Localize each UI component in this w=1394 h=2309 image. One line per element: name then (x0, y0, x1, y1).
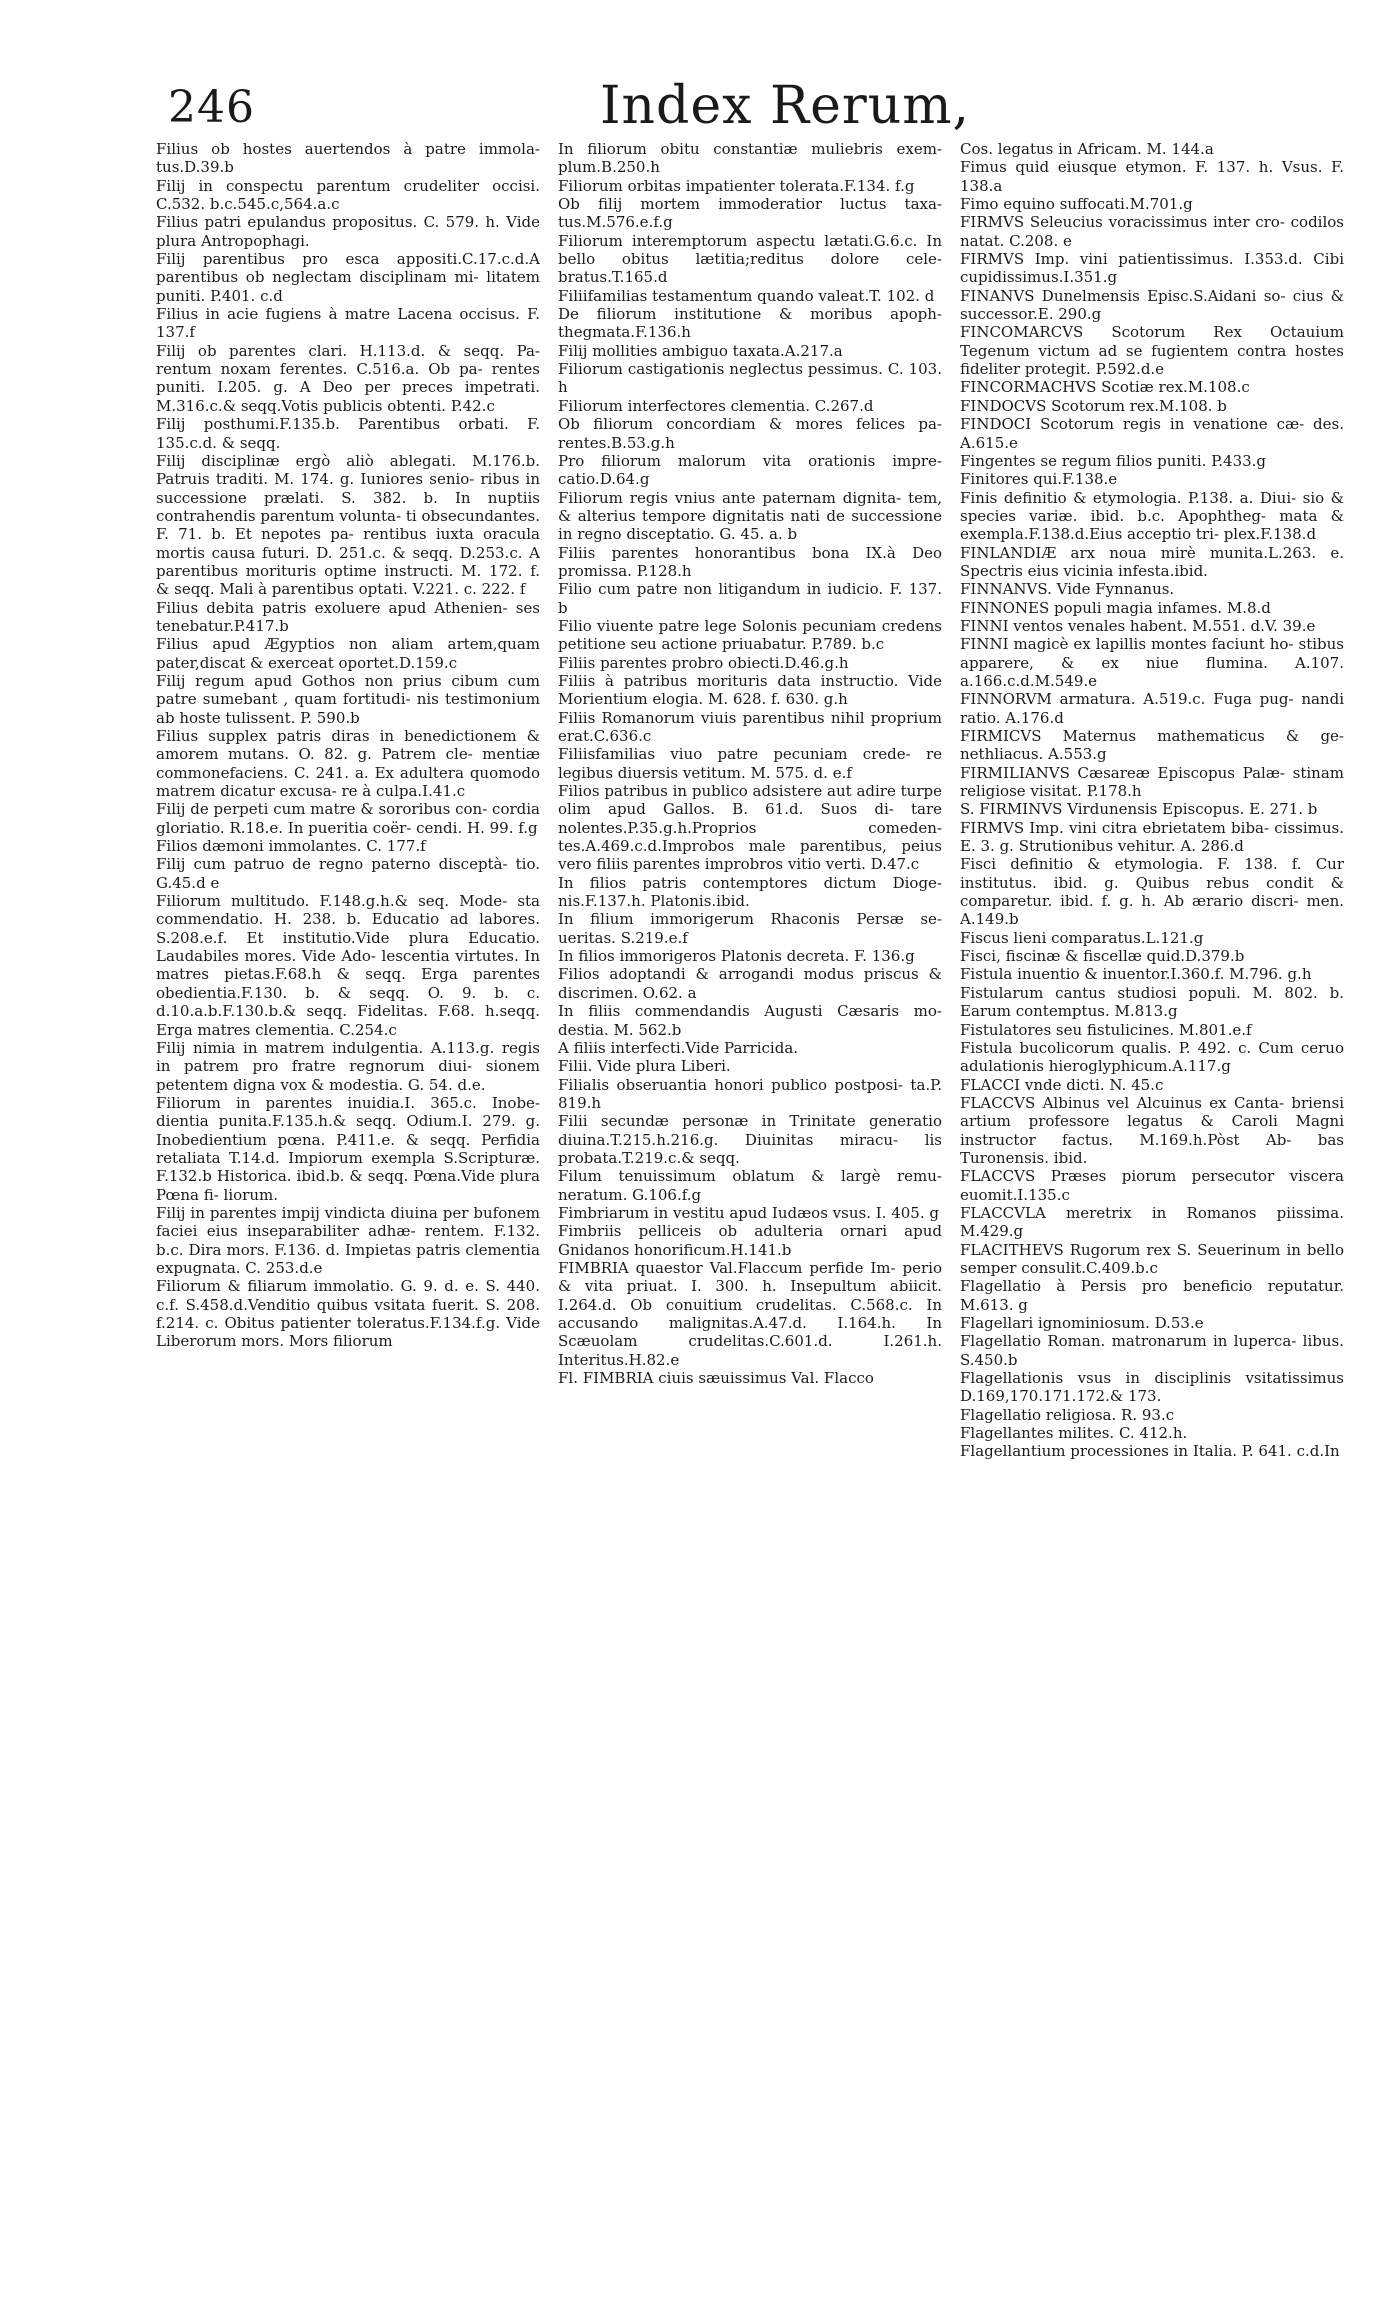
index-entry: Fisci definitio & etymologia. F. 138. f. Cur institutus. ibid. g. Quibus rebus condit & comparetur. ibid. f. g. h. Ab ærario discri- men. A.149.b (960, 855, 1344, 929)
index-entry: FLACCI vnde dicti. N. 45.c (960, 1075, 1164, 1094)
index-entry: Finitores qui.F.138.e (960, 470, 1118, 489)
index-entry: Filiis Romanorum viuis parentibus nihil proprium erat.C.636.c (558, 708, 942, 745)
index-entry: In filios patris contemptores dictum Dioge- nis.F.137.h. Platonis.ibid. (558, 873, 942, 911)
index-entry: Cos. legatus in Africam. M. 144.a (960, 140, 1214, 158)
index-columns (156, 140, 1344, 2260)
index-entry: FLACCVLA meretrix in Romanos piissima. M.429.g (960, 1203, 1344, 1241)
index-entry: Filij in parentes impij vindicta diuina per bufonem faciei eius inseparabiliter adhæ- rentem. F.132. b.c. Dira mors. F.136. d. Impietas patris clementia expugnata. C. 253.d.e (156, 1203, 540, 1277)
index-entry: Filiisfamilias viuo patre pecuniam crede- re legibus diuersis vetitum. M. 575. d. e.f (558, 745, 942, 782)
index-entry: FLACCVS Præses piorum persecutor viscera euomit.I.135.c (960, 1167, 1344, 1204)
index-entry: Filij parentibus pro esca appositi.C.17.c.d.A parentibus ob neglectam disciplinam mi- litatem puniti. P.401. c.d (156, 250, 540, 305)
index-entry: Filij mollities ambiguo taxata.A.217.a (558, 341, 843, 360)
index-entry: Filiorum interemptorum aspectu lætati.G.6.c. In bello obitus lætitia;reditus dolore cele- bratus.T.165.d (558, 231, 942, 287)
index-entry: Filij ob parentes clari. H.113.d. & seqq. Pa- rentum noxam ferentes. C.516.a. Ob pa- rentes puniti. I.205. g. A Deo per preces impetrati. M.316.c.& seqq.Votis publicis obtenti. P.42.c (156, 341, 540, 415)
index-entry: Filio cum patre non litigandum in iudicio. F. 137. b (558, 580, 942, 617)
index-entry: FIMBRIA quaestor Val.Flaccum perfide Im- perio & vita priuat. I. 300. h. Insepultum abiicit. I.264.d. Ob conuitium crudelitas. C.568.c. In accusando malignitas.A.47.d. I.164.h. In Scæuolam crudelitas.C.601.d. I.261.h. Interitus.H.82.e (558, 1258, 942, 1369)
index-entry: Filiis parentes honorantibus bona IX.à Deo promissa. P.128.h (558, 543, 942, 580)
index-entry: Filiorum in parentes inuidia.I. 365.c. Inobe- dientia punita.F.135.h.& seqq. Odium.I. 279. g. Inobedientium pœna. P.411.e. & seqq. Perfidia retaliata T.14.d. Impiorum exempla S.Scripturæ. F.132.b Historica. ibid.b. & seqq. Pœna.Vide plura Pœna fi- liorum. (156, 1093, 540, 1204)
index-entry: FINNANVS. Vide Fynnanus. (960, 580, 1175, 599)
index-entry: FIRMILIANVS Cæsareæ Episcopus Palæ- stinam religiose visitat. P.178.h (960, 763, 1344, 801)
index-entry: Filiorum & filiarum immolatio. G. 9. d. e. S. 440. c.f. S.458.d.Venditio quibus vsitata fuerit. S. 208. f.214. c. Obitus patienter toleratus.F.134.f.g. Vide Liberorum mors. Mors filiorum (156, 1277, 540, 1351)
index-entry: Filios dæmoni immolantes. C. 177.f (156, 837, 426, 856)
index-entry: S. FIRMINVS Virdunensis Episcopus. E. 271. b (960, 800, 1318, 819)
index-entry: Filij nimia in matrem indulgentia. A.113.g. regis in patrem pro fratre regnorum diui- sionem petentem digna vox & modestia. G. 54. d.e. (156, 1038, 540, 1094)
index-column-middle (558, 140, 942, 2260)
index-entry: Fistula inuentio & inuentor.I.360.f. M.796. g.h (960, 965, 1312, 984)
index-entry: FINNORVM armatura. A.519.c. Fuga pug- nandi ratio. A.176.d (960, 690, 1344, 727)
index-entry: Fingentes se regum filios puniti. P.433.g (960, 451, 1267, 470)
index-entry: Fisci, fiscinæ & fiscellæ quid.D.379.b (960, 947, 1245, 966)
index-entry: Filius supplex patris diras in benedictionem & amorem mutans. O. 82. g. Patrem cle- mentiæ commonefaciens. C. 241. a. Ex adultera quomodo matrem dicatur excusa- re à culpa.I.41.c (156, 727, 540, 801)
index-entry: FINNI magicè ex lapillis montes faciunt ho- stibus apparere, & ex niue flumina. A.107. a.166.c.d.M.549.e (960, 635, 1344, 690)
index-entry: Flagellantes milites. C. 412.h. (960, 1424, 1188, 1443)
index-entry: FINDOCI Scotorum regis in venatione cæ- des. A.615.e (960, 415, 1344, 452)
index-entry: De filiorum institutione & moribus apoph- thegmata.F.136.h (558, 305, 942, 342)
index-entry: Filios adoptandi & arrogandi modus priscus & discrimen. O.62. a (558, 965, 942, 1002)
index-entry: Fimbriarum in vestitu apud Iudæos vsus. I. 405. g (558, 1203, 939, 1222)
index-entry: Flagellatio à Persis pro beneficio reputatur. M.613. g (960, 1277, 1344, 1314)
index-entry: Fimo equino suffocati.M.701.g (960, 195, 1193, 214)
index-column-left (156, 140, 540, 2260)
index-entry: Filius in acie fugiens à matre Lacena occisus. F. 137.f (156, 305, 540, 342)
index-entry: Filij regum apud Gothos non prius cibum cum patre sumebant , quam fortitudi- nis testimonium ab hoste tulissent. P. 590.b (156, 671, 540, 727)
index-entry: Fimbriis pelliceis ob adulteria ornari apud Gnidanos honorificum.H.141.b (558, 1222, 942, 1259)
index-entry: Finis definitio & etymologia. P.138. a. Diui- sio & species variæ. ibid. b.c. Apophtheg- mata & exempla.F.138.d.Eius acceptio tri- plex.F.138.d (960, 488, 1344, 544)
index-entry: FINANVS Dunelmensis Episc.S.Aidani so- cius & successor.E. 290.g (960, 286, 1344, 324)
index-entry: FIRMVS Imp. vini citra ebrietatem biba- cissimus. E. 3. g. Strutionibus vehitur. A. 286.d (960, 818, 1344, 856)
index-entry: Filius patri epulandus propositus. C. 579. h. Vide plura Antropophagi. (156, 213, 540, 250)
index-entry: Pro filiorum malorum vita orationis impre- catio.D.64.g (558, 451, 942, 489)
index-entry: Flagellationis vsus in disciplinis vsitatissimus D.169,170.171.172.& 173. (960, 1369, 1344, 1406)
index-entry: Fl. FIMBRIA ciuis sæuissimus Val. Flacco (558, 1369, 874, 1388)
index-column-right (960, 140, 1344, 2260)
index-entry: Filij cum patruo de regno paterno disceptà- tio. G.45.d e (156, 855, 540, 892)
index-entry: Flagellari ignominiosum. D.53.e (960, 1314, 1204, 1332)
index-entry: In filium immorigerum Rhaconis Persæ se- ueritas. S.219.e.f (558, 910, 942, 947)
index-entry: In filiorum obitu constantiæ muliebris exem- plum.B.250.h (558, 140, 942, 177)
index-entry: Filii. Vide plura Liberi. (558, 1057, 731, 1076)
index-entry: Fimus quid eiusque etymon. F. 137. h. Vsus. F. 138.a (960, 158, 1344, 195)
index-entry: Filiorum castigationis neglectus pessimus. C. 103. h (558, 360, 942, 397)
index-entry: Filij in conspectu parentum crudeliter occisi. C.532. b.c.545.c,564.a.c (156, 176, 540, 214)
index-entry: Filiorum regis vnius ante paternam dignita- tem, & alterius tempore dignitatis nati de successione in regno disceptatio. G. 45. a. b (558, 488, 942, 544)
index-entry: In filios immorigeros Platonis decreta. F. 136.g (558, 947, 915, 966)
index-entry: Filialis obseruantia honori publico postposi- ta.P. 819.h (558, 1075, 942, 1112)
index-entry: Ob filiorum concordiam & mores felices pa- rentes.B.53.g.h (558, 415, 942, 452)
index-entry: Filiis parentes probro obiecti.D.46.g.h (558, 653, 849, 672)
index-entry: A filiis interfecti.Vide Parricida. (558, 1038, 799, 1057)
running-title: Index Rerum, (600, 76, 971, 136)
index-entry: Flagellatio Roman. matronarum in luperca- libus. S.450.b (960, 1332, 1344, 1369)
index-entry: Ob filij mortem immoderatior luctus taxa- tus.M.576.e.f.g (558, 195, 942, 232)
index-entry: Filio viuente patre lege Solonis pecuniam credens petitione seu actione priuabatur. P.789. b.c (558, 616, 942, 654)
index-entry: Filios patribus in publico adsistere aut adire turpe olim apud Gallos. B. 61.d. Suos di- tare nolentes.P.35.g.h.Proprios comeden- tes.A.469.c.d.Improbos male parentibus, peius vero filiis parentes improbros vitio verti. D.47.c (558, 782, 942, 874)
index-entry: FINNI ventos venales habent. M.551. d.V. 39.e (960, 616, 1316, 635)
index-entry: Filiifamilias testamentum quando valeat.T. 102. d (558, 286, 935, 305)
index-entry: FINNONES populi magia infames. M.8.d (960, 598, 1271, 617)
index-entry: FINCORMACHVS Scotiæ rex.M.108.c (960, 378, 1250, 397)
index-entry: Fistula bucolicorum qualis. P. 492. c. Cum ceruo adulationis hieroglyphicum.A.117.g (960, 1038, 1344, 1076)
index-entry: Filius apud Ægyptios non aliam artem,quam pater,discat & exerceat oportet.D.159.c (156, 635, 540, 672)
index-entry: Flagellantium processiones in Italia. P. 641. c.d.In (960, 1442, 1340, 1461)
index-entry: Filius debita patris exoluere apud Athenien- ses tenebatur.P.417.b (156, 598, 540, 635)
index-entry: FINDOCVS Scotorum rex.M.108. b (960, 396, 1227, 415)
page-number: 246 (168, 82, 255, 133)
index-entry: Filum tenuissimum oblatum & largè remu- neratum. G.106.f.g (558, 1167, 942, 1204)
index-entry: Filiorum interfectores clementia. C.267.d (558, 396, 874, 415)
index-entry: Filij de perpeti cum matre & sororibus con- cordia gloriatio. R.18.e. In pueritia coër- cendi. H. 99. f.g (156, 800, 540, 837)
index-entry: FLACITHEVS Rugorum rex S. Seuerinum in bello semper consulit.C.409.b.c (960, 1240, 1344, 1277)
index-entry: In filiis commendandis Augusti Cæsaris mo- destia. M. 562.b (558, 1002, 942, 1039)
index-entry: Fiscus lieni comparatus.L.121.g (960, 928, 1204, 947)
index-entry: Fistularum cantus studiosi populi. M. 802. b. Earum contemptus. M.813.g (960, 983, 1344, 1021)
index-entry: FINCOMARCVS Scotorum Rex Octauium Tegenum victum ad se fugientem contra hostes fideliter protegit. P.592.d.e (960, 323, 1344, 379)
index-entry: Filij posthumi.F.135.b. Parentibus orbati. F. 135.c.d. & seqq. (156, 415, 540, 452)
index-entry: FINLANDIÆ arx noua mirè munita.L.263. e. Spectris eius vicinia infesta.ibid. (960, 543, 1344, 580)
index-entry: Filii secundæ personæ in Trinitate generatio diuina.T.215.h.216.g. Diuinitas miracu- lis probata.T.219.c.& seqq. (558, 1112, 942, 1167)
index-entry: FIRMVS Imp. vini patientissimus. I.353.d. Cibi cupidissimus.I.351.g (960, 250, 1344, 287)
index-entry: Flagellatio religiosa. R. 93.c (960, 1405, 1175, 1424)
index-entry: Filiis à patribus morituris data instructio. Vide Morientium elogia. M. 628. f. 630. g.h (558, 671, 942, 709)
index-entry: Fistulatores seu fistulicines. M.801.e.f (960, 1020, 1252, 1039)
index-entry: FLACCVS Albinus vel Alcuinus ex Canta- briensi artium professore legatus & Caroli Magni instructor factus. M.169.h.Pòst Ab- bas Turonensis. ibid. (960, 1093, 1344, 1167)
index-entry: Filiorum orbitas impatienter tolerata.F.134. f.g (558, 176, 915, 195)
index-entry: Filij disciplinæ ergò aliò ablegati. M.176.b. Patruis traditi. M. 174. g. Iuniores senio- ribus in successione prælati. S. 382. b. In nuptiis contrahendis parentum volunta- ti obsecundantes. F. 71. b. Et nepotes pa- rentibus iuxta oracula mortis causa futuri. D. 251.c. & seqq. D.253.c. A parentibus morituris optime instructi. M. 172. f. & seqq. Mali à parentibus optati. V.221. c. 222. f (156, 451, 540, 599)
index-entry: Filiorum multitudo. F.148.g.h.& seq. Mode- sta commendatio. H. 238. b. Educatio ad labores. S.208.e.f. Et institutio.Vide plura Educatio. Laudabiles mores. Vide Ado- lescentia virtutes. In matres pietas.F.68.h & seqq. Erga parentes obedientia.F.130. b. & seqq. O. 9. b. c. d.10.a.b.F.130.b.& seqq. Fidelitas. F.68. h.seqq. Erga matres clementia. C.254.c (156, 892, 540, 1039)
index-entry: FIRMICVS Maternus mathematicus & ge- nethliacus. A.553.g (960, 727, 1344, 764)
index-entry: FIRMVS Seleucius voracissimus inter cro- codilos natat. C.208. e (960, 213, 1344, 250)
index-entry: Filius ob hostes auertendos à patre immola- tus.D.39.b (156, 140, 540, 177)
page-header (0, 70, 1394, 150)
